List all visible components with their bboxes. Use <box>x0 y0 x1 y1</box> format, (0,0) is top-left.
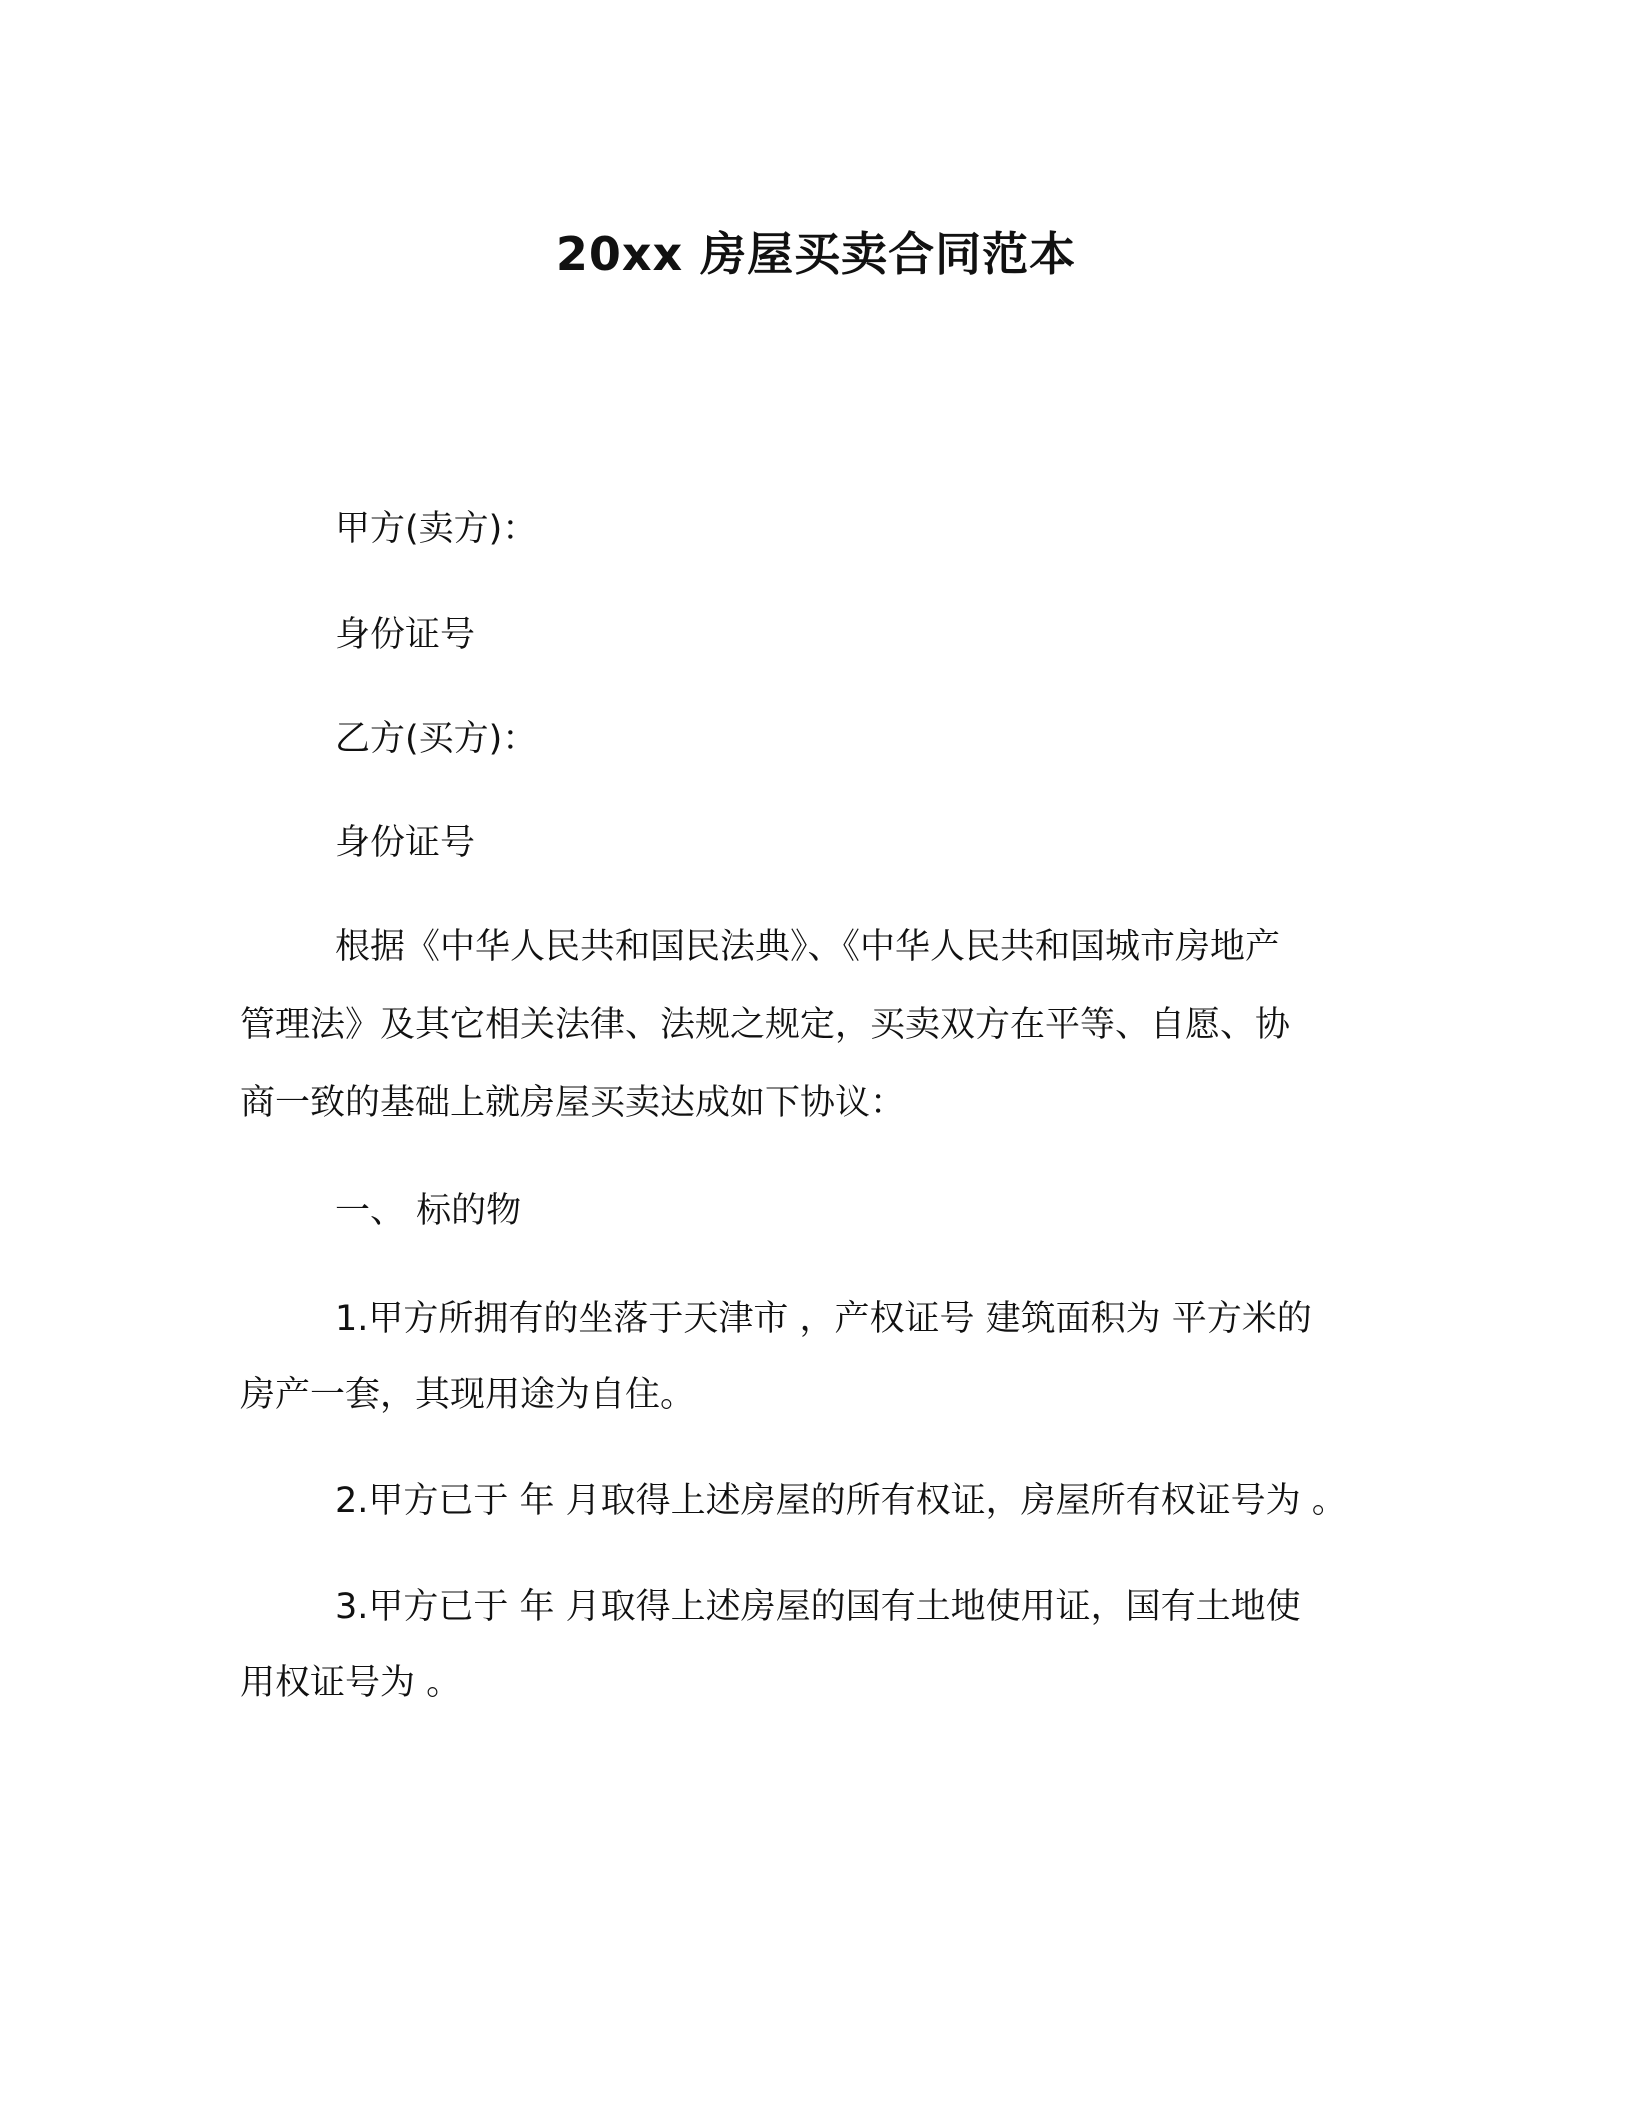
clause-line: 用权证号为 。 <box>240 1663 462 1703</box>
preamble-line: 根据《中华人民共和国民法典》、《中华人民共和国城市房地产 <box>335 927 1281 967</box>
party-b-id-label: 身份证号 <box>335 823 476 863</box>
section-heading: 一、 标的物 <box>335 1191 522 1231</box>
document-title: 20xx 房屋买卖合同范本 <box>555 227 1077 281</box>
preamble-line: 商一致的基础上就房屋买卖达成如下协议： <box>240 1083 906 1123</box>
clause-line: 2.甲方已于 年 月取得上述房屋的所有权证，房屋所有权证号为 。 <box>335 1481 1347 1521</box>
party-a-label: 甲方(卖方)： <box>335 509 538 549</box>
preamble-line: 管理法》及其它相关法律、法规之规定，买卖双方在平等、自愿、协 <box>240 1005 1291 1045</box>
party-b-label: 乙方(买方)： <box>335 719 538 759</box>
clause-line: 房产一套，其现用途为自住。 <box>240 1375 696 1415</box>
party-a-id-label: 身份证号 <box>335 615 476 655</box>
clause-line: 1.甲方所拥有的坐落于天津市 ，产权证号 建筑面积为 平方米的 <box>335 1299 1312 1339</box>
clause-line: 3.甲方已于 年 月取得上述房屋的国有土地使用证，国有土地使 <box>335 1587 1301 1627</box>
